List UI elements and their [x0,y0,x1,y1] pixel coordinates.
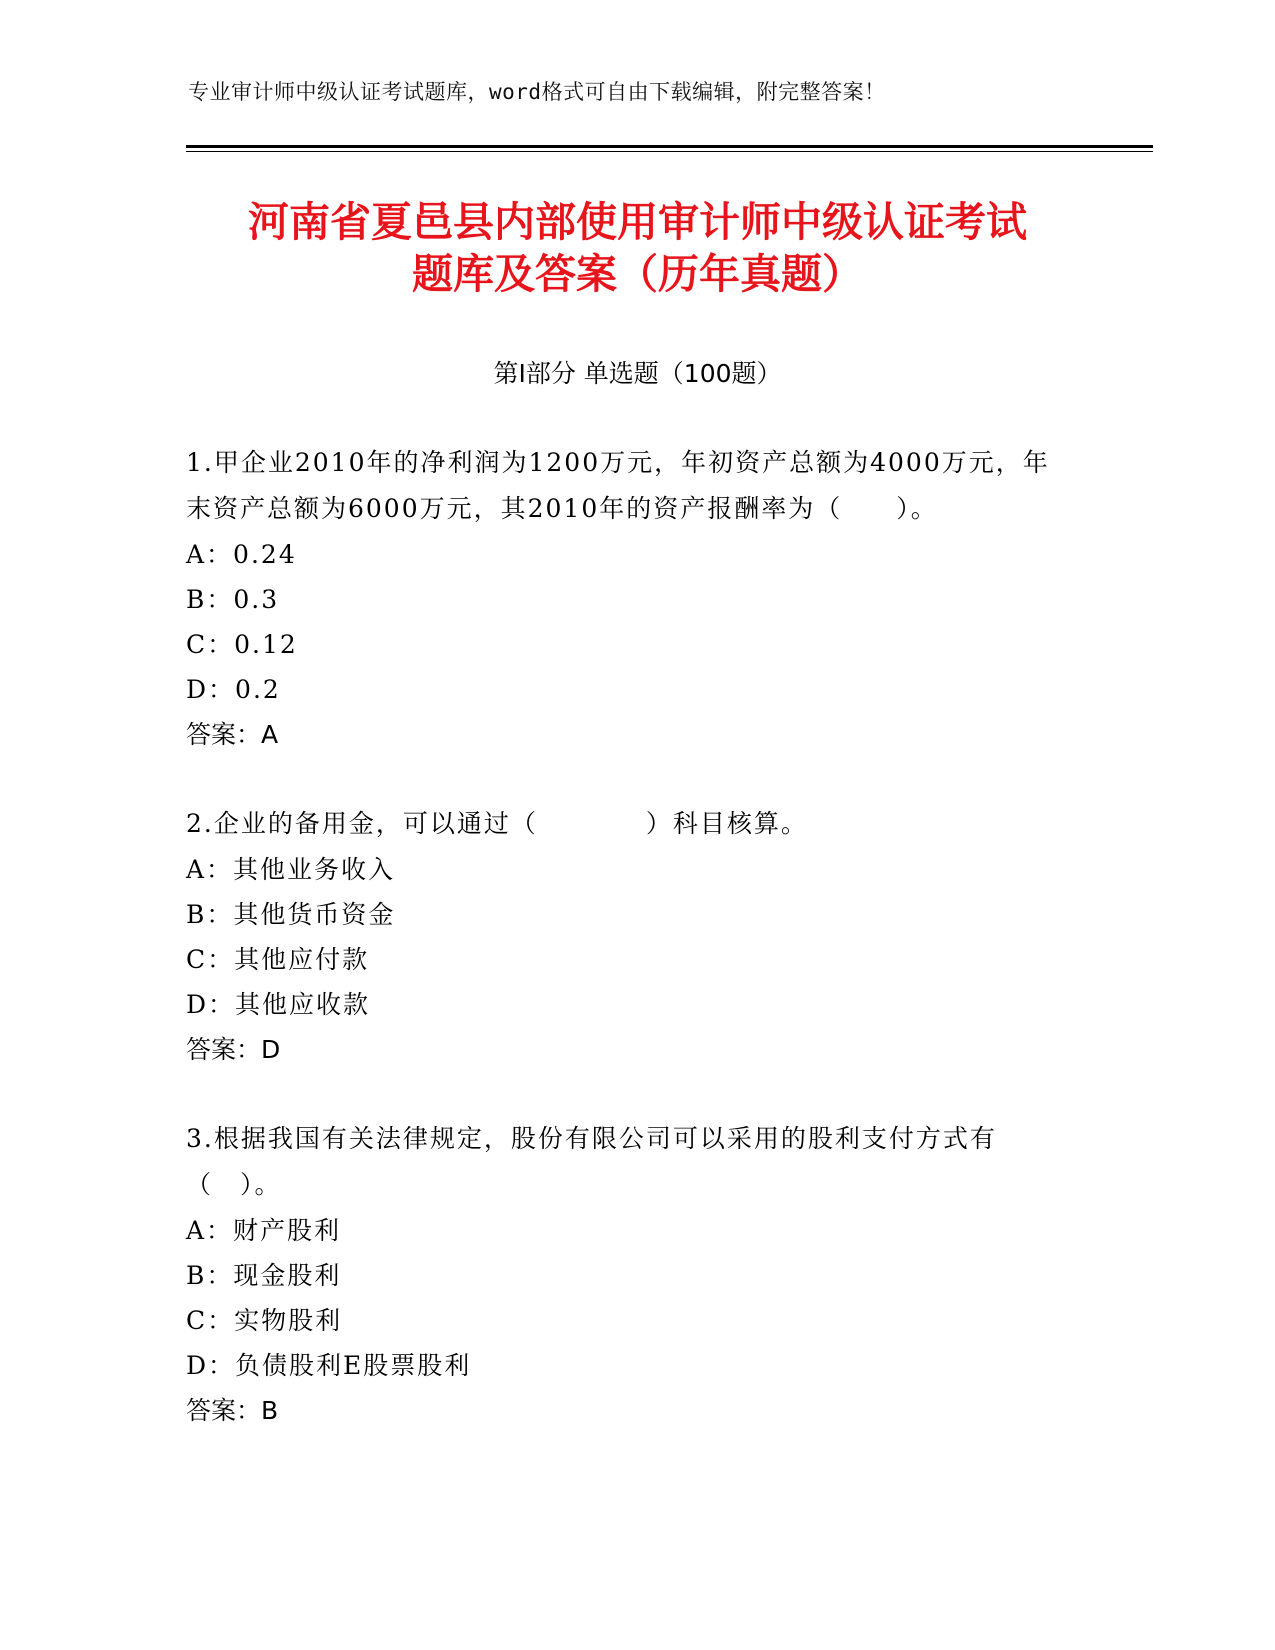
section-title: 第Ⅰ部分 单选题（100题） [493,359,782,388]
question-list [186,440,1066,1477]
option-a: A：0.24 [186,540,297,569]
document-title [150,196,1125,300]
option-c: C：0.12 [186,630,298,659]
option-b: B：0.3 [186,585,280,614]
question-stem: 1.甲企业2010年的净利润为1200万元，年初资产总额为4000万元，年末资产总额为6000万元，其2010年的资产报酬率为（ ）。 [186,448,1050,523]
question-stem: 2.企业的备用金，可以通过（ ）科目核算。 [186,809,808,838]
option-b: B：其他货币资金 [186,900,396,929]
question-3 [186,1116,1066,1433]
option-d: D：0.2 [186,675,281,704]
document-title-line-2: 题库及答案（历年真题） [412,250,863,298]
option-a: A：其他业务收入 [186,855,396,884]
option-c: C：其他应付款 [186,945,370,974]
question-2 [186,801,1066,1072]
answer: 答案：B [186,1396,279,1425]
answer: 答案：D [186,1035,281,1064]
answer: 答案：A [186,720,279,749]
document-title-line-1: 河南省夏邑县内部使用审计师中级认证考试 [248,198,1027,246]
option-d: D：负债股利E股票股利 [186,1351,472,1380]
option-c: C：实物股利 [186,1306,343,1335]
header-divider-thin [186,151,1153,152]
question-stem: 3.根据我国有关法律规定，股份有限公司可以采用的股利支付方式有（ ）。 [186,1124,997,1199]
option-a: A：财产股利 [186,1216,342,1245]
question-1 [186,440,1066,757]
option-d: D：其他应收款 [186,990,371,1019]
option-b: B：现金股利 [186,1261,342,1290]
header-note: 专业审计师中级认证考试题库，word格式可自由下载编辑，附完整答案！ [188,80,886,104]
header-divider-thick [186,145,1153,148]
